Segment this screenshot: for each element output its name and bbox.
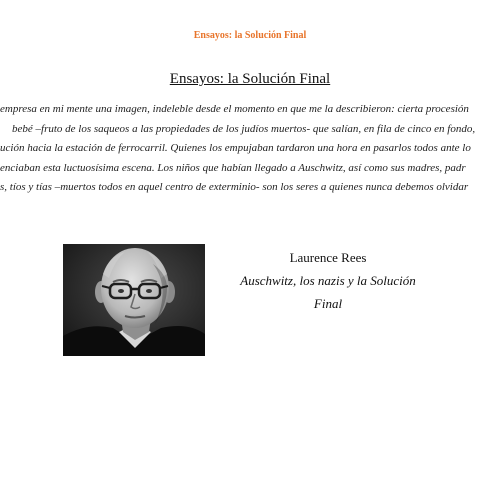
quote-line: enciaban esta luctuosísima escena. Los niños que habían llegado a Auschwitz, así como sus madres, padr [0,161,466,174]
book-title-continued: Final [313,296,343,311]
quote-line: empresa en mi mente una imagen, indeleble desde el momento en que me la describieron: cierta procesión [0,103,469,115]
quote-line: s, tíos y tías –muertos todos en aquel centro de exterminio- son los seres a quienes nunca debemos olvidar [0,181,469,193]
book-title: Auschwitz, los nazis y la Solución [240,273,416,288]
quote-line: bebé –fruto de los saqueos a las propiedades de los judíos muertos- que salían, en fila de cinco en fondo, [12,122,476,135]
author-photo [63,244,205,356]
quote-line: ución hacia la estación de ferrocarril. Quienes los empujaban tardaron una hora en pasarlos todos ante lo [0,142,471,154]
quote-paragraph [0,100,500,198]
attribution [228,246,428,315]
author-name: Laurence Rees [289,250,367,265]
page-title: Ensayos: la Solución Final [169,71,331,87]
header-title: Ensayos: la Solución Final [193,30,307,41]
